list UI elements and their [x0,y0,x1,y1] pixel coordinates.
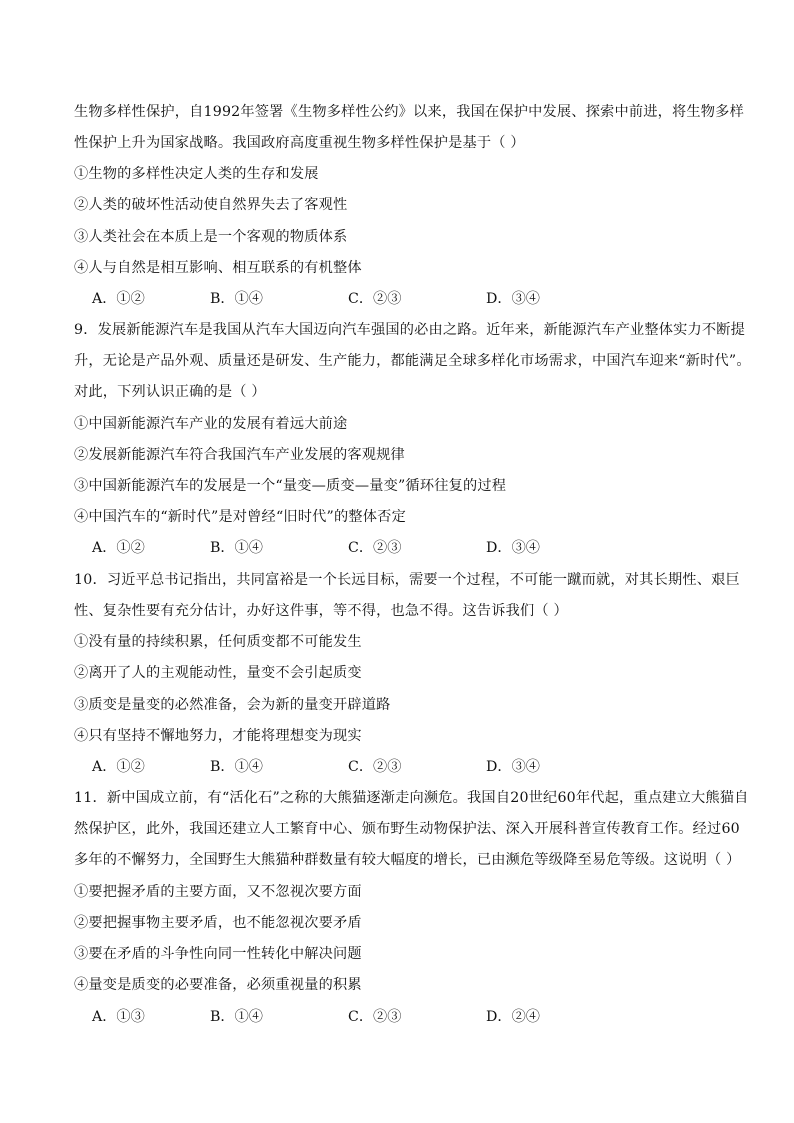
q10-option-c: C．②③ [348,759,402,775]
q9-stem-line1: 9．发展新能源汽车是我国从汽车大国迈向汽车强国的必由之路。近年来，新能源汽车产业整体实力不断提 [74,322,746,338]
q8-item-1: ①生物的多样性决定人类的生存和发展 [74,166,319,182]
q10-option-d: D．③④ [486,759,540,775]
q9-item-1: ①中国新能源汽车产业的发展有着远大前途 [74,416,348,432]
q11-option-d: D．②④ [486,1009,540,1025]
q9-item-3: ③中国新能源汽车的发展是一个“量变—质变—量变”循环往复的过程 [74,478,507,494]
q9-stem-line2: 升，无论是产品外观、质量还是研发、生产能力，都能满足全球多样化市场需求，中国汽车迎来“新时代”。 [74,353,751,369]
q11-item-4: ④量变是质变的必要准备，必须重视量的积累 [74,977,362,993]
q9-item-4: ④中国汽车的“新时代”是对曾经“旧时代”的整体否定 [74,509,406,525]
q11-stem-line2: 然保护区，此外，我国还建立人工繁育中心、颁布野生动物保护法、深入开展科普宣传教育工作。经过60 [74,821,740,837]
q10-stem-line2: 性、复杂性要有充分估计，办好这件事，等不得，也急不得。这告诉我们（ ） [74,603,568,619]
q10-item-4: ④只有坚持不懈地努力，才能将理想变为现实 [74,728,362,744]
q11-item-1: ①要把握矛盾的主要方面，又不忽视次要方面 [74,884,362,900]
q9-option-d: D．③④ [486,540,540,556]
q8-item-4: ④人与自然是相互影响、相互联系的有机整体 [74,260,362,276]
q9-stem-line3: 对此，下列认识正确的是（ ） [74,384,266,400]
q8-option-c: C．②③ [348,291,402,307]
q8-stem-line1: 生物多样性保护，自1992年签署《生物多样性公约》以来，我国在保护中发展、探索中前进，将生物多样 [74,104,744,120]
q10-item-3: ③质变是量变的必然准备，会为新的量变开辟道路 [74,697,391,713]
q9-item-2: ②发展新能源汽车符合我国汽车产业发展的客观规律 [74,447,405,463]
q8-item-2: ②人类的破坏性活动使自然界失去了客观性 [74,197,348,213]
q11-item-2: ②要把握事物主要矛盾，也不能忽视次要矛盾 [74,915,362,931]
q8-option-b: B．①④ [210,291,263,307]
q9-option-a: A．①② [92,540,145,556]
q8-stem-line2: 性保护上升为国家战略。我国政府高度重视生物多样性保护是基于（ ） [74,135,525,151]
q9-option-c: C．②③ [348,540,402,556]
q11-option-c: C．②③ [348,1009,402,1025]
q8-option-d: D．③④ [486,291,540,307]
q11-item-3: ③要在矛盾的斗争性向同一性转化中解决问题 [74,946,362,962]
q11-option-a: A．①③ [92,1009,145,1025]
q10-option-a: A．①② [92,759,145,775]
q11-stem-line3: 多年的不懈努力，全国野生大熊猫种群数量有较大幅度的增长，已由濒危等级降至易危等级。这说明（ ） [74,852,741,868]
q11-option-b: B．①④ [210,1009,263,1025]
q10-item-2: ②离开了人的主观能动性，量变不会引起质变 [74,665,362,681]
q10-option-b: B．①④ [210,759,263,775]
q11-stem-line1: 11．新中国成立前，有“活化石”之称的大熊猫逐渐走向濒危。我国自20世纪60年代起，重点建立大熊猫自 [74,790,749,806]
q10-stem-line1: 10．习近平总书记指出，共同富裕是一个长远目标，需要一个过程，不可能一蹴而就，对其长期性、艰巨 [74,572,740,588]
q9-option-b: B．①④ [210,540,263,556]
q8-item-3: ③人类社会在本质上是一个客观的物质体系 [74,229,348,245]
q10-item-1: ①没有量的持续积累，任何质变都不可能发生 [74,634,362,650]
q8-option-a: A．①② [92,291,145,307]
